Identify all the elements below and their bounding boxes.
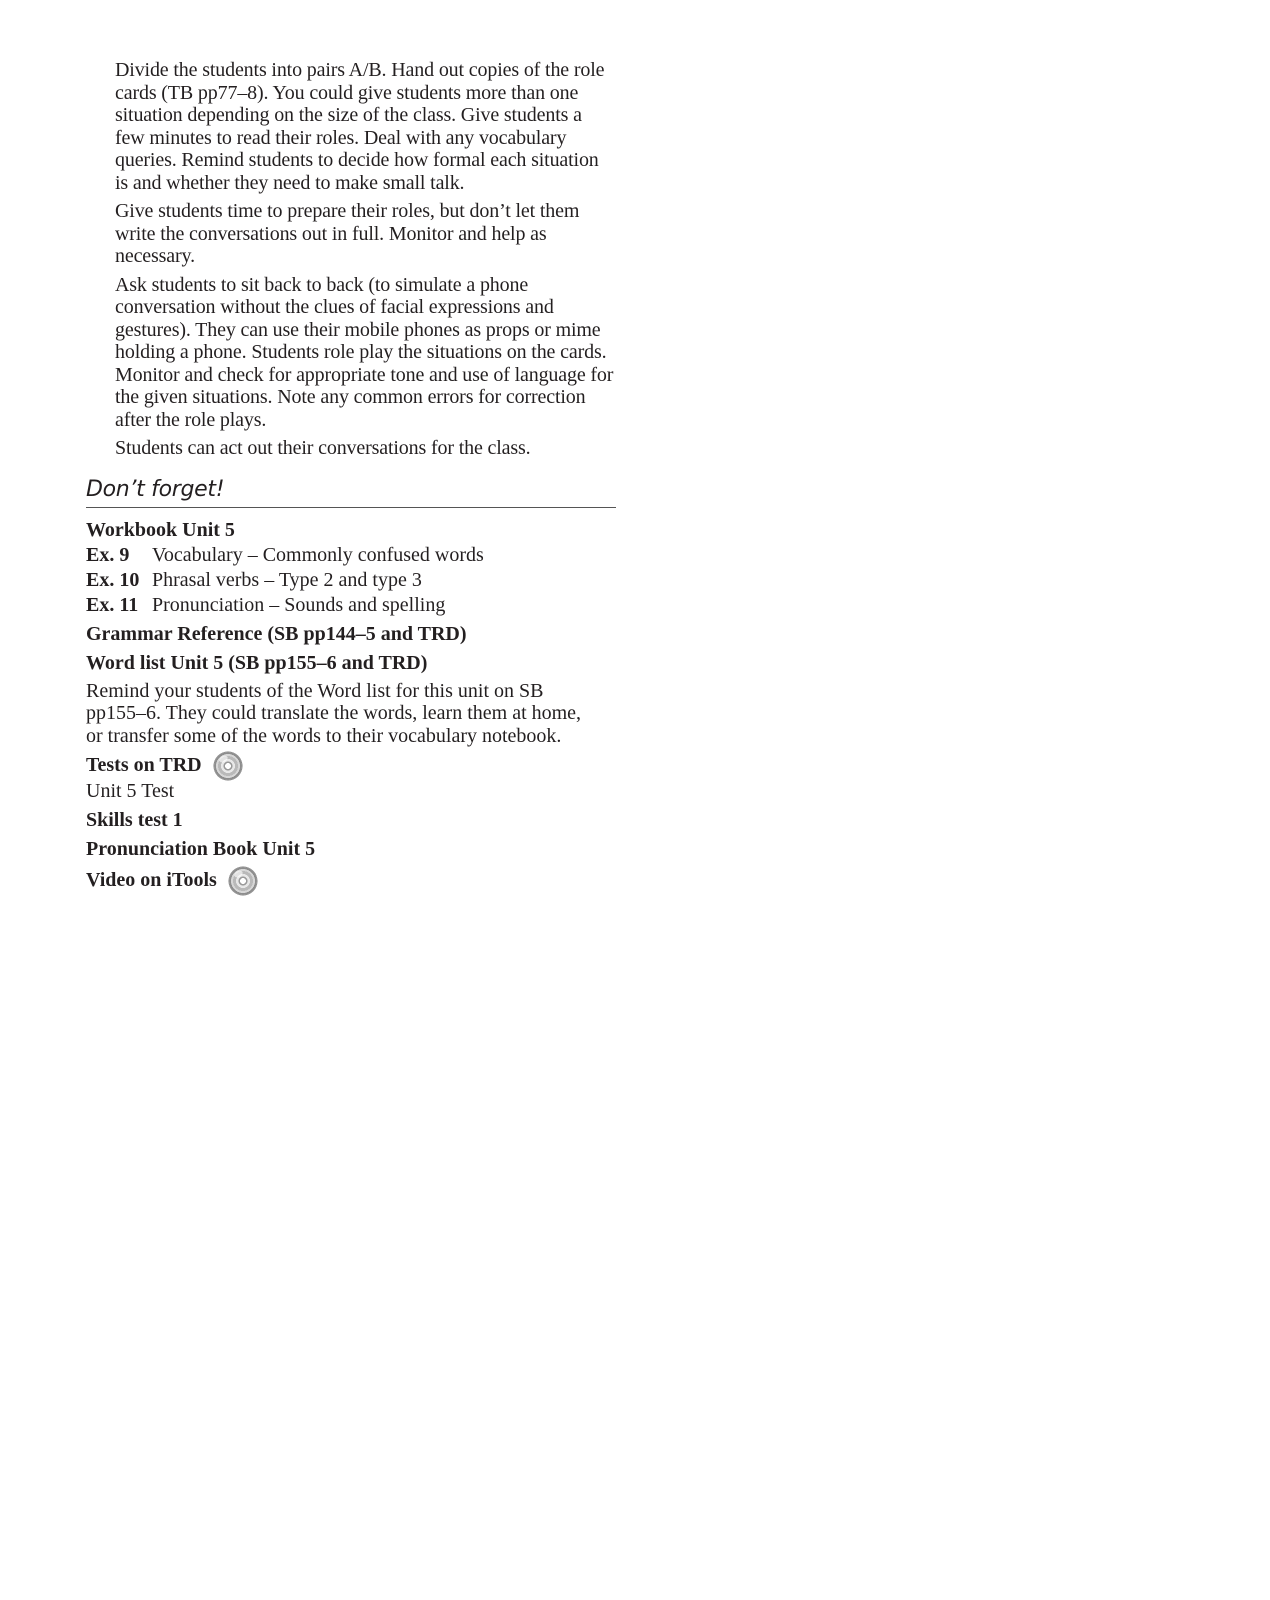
exercise-text: Vocabulary – Commonly confused words	[152, 543, 484, 566]
grammar-reference-heading: Grammar Reference (SB pp144–5 and TRD)	[86, 622, 467, 645]
procedure-paragraph-1: Divide the students into pairs A/B. Hand out copies of the role cards (TB pp77–8). You could give students more than one situation depending on the size of the class. Give students a few minutes to read their roles. Deal with any vocabulary queries. Remind students to decide how formal each situation is and whether they need to make small talk.	[115, 59, 605, 194]
exercise-label: Ex. 9	[86, 543, 130, 566]
dont-forget-section	[86, 518, 616, 895]
exercise-row	[86, 543, 616, 568]
procedure-paragraph-2: Give students time to prepare their roles, but don’t let them write the conversations out in full. Monitor and help as necessary.	[115, 200, 580, 267]
exercise-text: Phrasal verbs – Type 2 and type 3	[152, 568, 422, 591]
exercise-label: Ex. 10	[86, 568, 140, 591]
text-column	[86, 59, 616, 894]
unit-test-line: Unit 5 Test	[86, 780, 175, 802]
procedure-paragraph-3: Ask students to sit back to back (to simulate a phone conversation without the clues of facial expressions and gestures). They can use their mobile phones as props or mime holding a phone. Students role play the situations on the cards. Monitor and check for appropriate tone and use of language for the given situations. Note any common errors for correction after the role plays.	[115, 273, 614, 431]
exercise-text: Pronunciation – Sounds and spelling	[152, 593, 446, 616]
cd-disc-icon	[229, 867, 257, 895]
video-heading	[86, 866, 616, 894]
word-list-heading: Word list Unit 5 (SB pp155–6 and TRD)	[86, 651, 428, 674]
word-list-note: Remind your students of the Word list for this unit on SB pp155–6. They could translate the words, learn them at home, or transfer some of the words to their vocabulary notebook.	[86, 679, 582, 747]
exercise-row	[86, 568, 616, 593]
workbook-heading: Workbook Unit 5	[86, 518, 235, 541]
dont-forget-heading: Don’t forget!	[86, 475, 616, 508]
procedure-paragraph-4: Students can act out their conversations for the class.	[115, 437, 531, 459]
pronunciation-book-heading: Pronunciation Book Unit 5	[86, 838, 316, 860]
exercise-label: Ex. 11	[86, 593, 139, 616]
exercise-row	[86, 593, 616, 618]
video-label: Video on iTools	[86, 868, 217, 891]
tests-heading	[86, 751, 616, 779]
tests-label: Tests on TRD	[86, 753, 202, 776]
cd-disc-icon	[214, 752, 242, 780]
skills-test-heading: Skills test 1	[86, 809, 183, 831]
